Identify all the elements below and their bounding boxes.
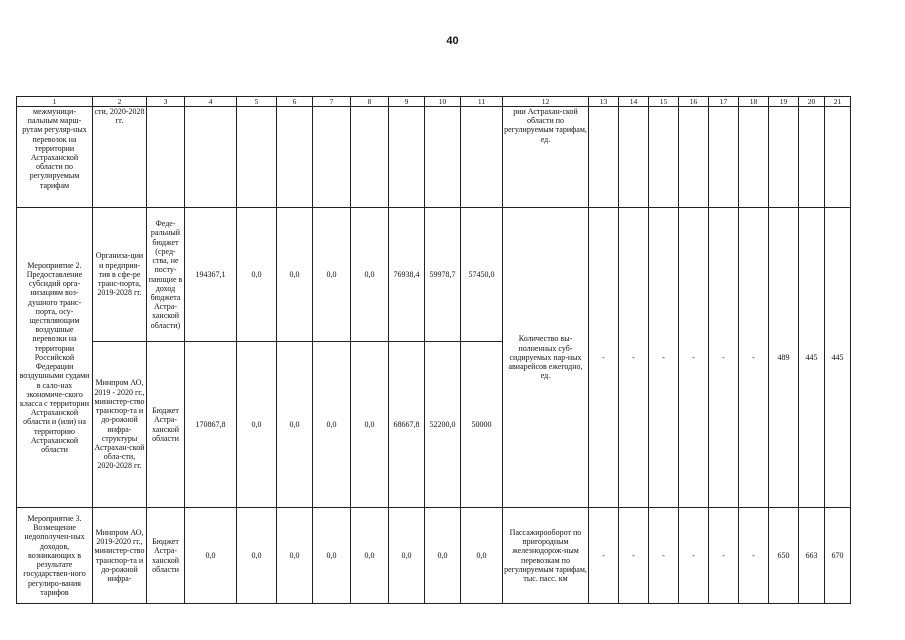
executor-cell: Организа-ции и предприя-тия в сфе-ре транс-порта, 2019-2028 гг. [93, 208, 147, 342]
executor-cell: сти, 2020-2028 гг. [93, 107, 147, 208]
column-header: 16 [679, 97, 709, 107]
funding-source-cell: Бюджет Астра-ханской области [147, 342, 185, 508]
dash-cell: - [709, 208, 739, 508]
amount-cell: 194367,1 [185, 208, 237, 342]
amount-cell: 68667,8 [389, 342, 425, 508]
table-cell [589, 107, 619, 208]
table-row [17, 508, 851, 604]
table-cell [389, 107, 425, 208]
column-header: 12 [503, 97, 589, 107]
table-cell [313, 107, 351, 208]
dash-cell: - [649, 208, 679, 508]
amount-cell: 0,0 [277, 208, 313, 342]
amount-cell: 0,0 [237, 208, 277, 342]
table-cell [679, 107, 709, 208]
executor-cell: Минпром АО, 2019 - 2020 гг., министер-ство транспор-та и до-рожной инфра-структуры Астрахан-ской обла-сти, 2020-2028 гг. [93, 342, 147, 508]
dash-cell: - [589, 208, 619, 508]
amount-cell: 0,0 [313, 208, 351, 342]
indicator-cell: Количество вы-полненных суб-сидируемых пар-ных авиарейсов ежегодно, ед. [503, 208, 589, 508]
amount-cell: 0,0 [461, 508, 503, 604]
amount-cell: 0,0 [425, 508, 461, 604]
column-header: 21 [825, 97, 851, 107]
table-cell [799, 107, 825, 208]
table-row [17, 107, 851, 208]
table-cell [709, 107, 739, 208]
amount-cell: 52200,0 [425, 342, 461, 508]
page-number: 40 [446, 35, 459, 47]
target-value-cell: 663 [799, 508, 825, 604]
target-value-cell: 445 [799, 208, 825, 508]
table-cell [185, 107, 237, 208]
measure-name-cell: Мероприятие 3. Возмещение недополучен-ных доходов, возникающих в результате государствен-ного регулиро-вания тарифов [17, 508, 93, 604]
column-header: 11 [461, 97, 503, 107]
amount-cell: 76938,4 [389, 208, 425, 342]
target-value-cell: 489 [769, 208, 799, 508]
amount-cell: 170867,8 [185, 342, 237, 508]
amount-cell: 59978,7 [425, 208, 461, 342]
column-header: 4 [185, 97, 237, 107]
dash-cell: - [739, 208, 769, 508]
table-cell [769, 107, 799, 208]
column-number-row [17, 97, 851, 107]
indicator-cell: Пассажирооборот по пригородным железнодорож-ным перевозкам по регулируемым тарифам, тыс. пасс. км [503, 508, 589, 604]
funding-source-cell: Феде-ральный бюджет (сред-ства, не посту-пающие в доход бюджета Астра-ханской области) [147, 208, 185, 342]
table-cell [825, 107, 851, 208]
target-value-cell: 670 [825, 508, 851, 604]
table-cell [277, 107, 313, 208]
dash-cell: - [619, 508, 649, 604]
column-header: 1 [17, 97, 93, 107]
column-header: 19 [769, 97, 799, 107]
amount-cell: 0,0 [389, 508, 425, 604]
dash-cell: - [679, 208, 709, 508]
column-header: 8 [351, 97, 389, 107]
dash-cell: - [619, 208, 649, 508]
amount-cell: 50000 [461, 342, 503, 508]
table-cell [739, 107, 769, 208]
column-header: 6 [277, 97, 313, 107]
column-header: 5 [237, 97, 277, 107]
target-value-cell: 650 [769, 508, 799, 604]
column-header: 20 [799, 97, 825, 107]
target-value-cell: 445 [825, 208, 851, 508]
executor-cell: Минпром АО, 2019-2020 гг., министер-ство транспор-та и до-рожной инфра- [93, 508, 147, 604]
amount-cell: 0,0 [313, 508, 351, 604]
table-cell [147, 107, 185, 208]
column-header: 14 [619, 97, 649, 107]
column-header: 9 [389, 97, 425, 107]
program-measures-table [16, 96, 851, 604]
column-header: 10 [425, 97, 461, 107]
table-row [17, 208, 851, 342]
amount-cell: 0,0 [351, 342, 389, 508]
table-cell [649, 107, 679, 208]
dash-cell: - [709, 508, 739, 604]
table-cell [237, 107, 277, 208]
column-header: 2 [93, 97, 147, 107]
table-cell [351, 107, 389, 208]
column-header: 15 [649, 97, 679, 107]
amount-cell: 0,0 [351, 508, 389, 604]
column-header: 7 [313, 97, 351, 107]
column-header: 17 [709, 97, 739, 107]
amount-cell: 0,0 [277, 342, 313, 508]
measure-name-cell: Мероприятие 2. Предоставление субсидий орга-низациям воз-душного транс-порта, осу-ществляющим воздушные перевозки на территории Российской Федерации воздушными судами в сало-нах экономиче-ского класса с территории Астраханской области и (или) на территорию Астраханской области [17, 208, 93, 508]
table-cell [461, 107, 503, 208]
dash-cell: - [679, 508, 709, 604]
amount-cell: 57450,0 [461, 208, 503, 342]
table-cell [425, 107, 461, 208]
amount-cell: 0,0 [313, 342, 351, 508]
measure-name-cell: межмуници-пальным марш-рутам регуляр-ных перевозок на территории Астраханской области по регулируемым тарифам [17, 107, 93, 208]
column-header: 13 [589, 97, 619, 107]
table-cell [619, 107, 649, 208]
amount-cell: 0,0 [237, 342, 277, 508]
amount-cell: 0,0 [277, 508, 313, 604]
amount-cell: 0,0 [237, 508, 277, 604]
column-header: 3 [147, 97, 185, 107]
dash-cell: - [589, 508, 619, 604]
dash-cell: - [739, 508, 769, 604]
amount-cell: 0,0 [351, 208, 389, 342]
funding-source-cell: Бюджет Астра-ханской области [147, 508, 185, 604]
dash-cell: - [649, 508, 679, 604]
amount-cell: 0,0 [185, 508, 237, 604]
indicator-cell: рии Астрахан-ской области по регулируемым тарифам, ед. [503, 107, 589, 208]
column-header: 18 [739, 97, 769, 107]
